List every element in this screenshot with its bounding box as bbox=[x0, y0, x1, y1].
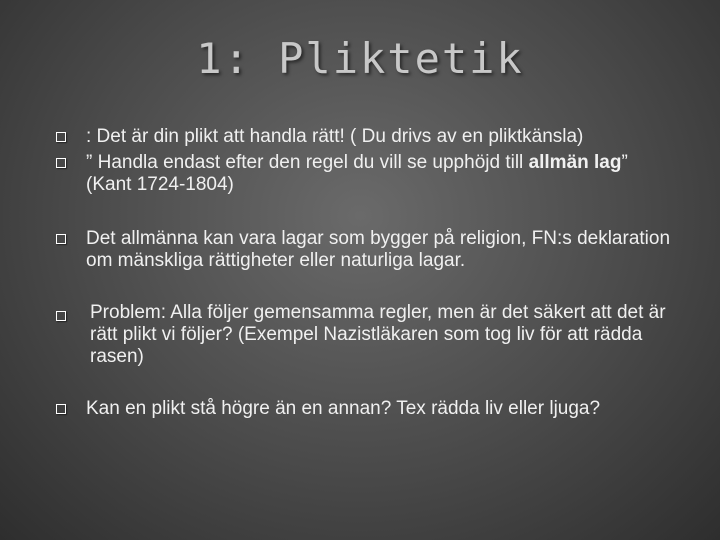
square-bullet-icon bbox=[56, 404, 66, 414]
bullet-text: Det allmänna kan vara lagar som bygger på religion, FN:s deklaration om mänskliga rättigheter eller naturliga lagar. bbox=[86, 228, 671, 271]
square-bullet-icon bbox=[56, 234, 66, 244]
bullet-text: Problem: Alla följer gemensamma regler, men är det säkert att det är rätt plikt vi följer? (Exempel Nazistläkaren som tog liv för att rädda rasen) bbox=[90, 302, 666, 367]
bold-term: allmän lag bbox=[528, 152, 622, 173]
bullet-text: : Det är din plikt att handla rätt! ( Du drivs av en pliktkänsla) bbox=[86, 126, 584, 147]
bullet-text: Kan en plikt stå högre än en annan? Tex rädda liv eller ljuga? bbox=[86, 398, 601, 419]
square-bullet-icon bbox=[56, 311, 66, 321]
square-bullet-icon bbox=[56, 132, 66, 142]
square-bullet-icon bbox=[56, 158, 66, 168]
slide-title: 1: Pliktetik bbox=[196, 34, 524, 83]
bullet-text: ” Handla endast efter den regel du vill se upphöjd till allmän lag” (Kant 1724-1804) bbox=[86, 152, 628, 195]
